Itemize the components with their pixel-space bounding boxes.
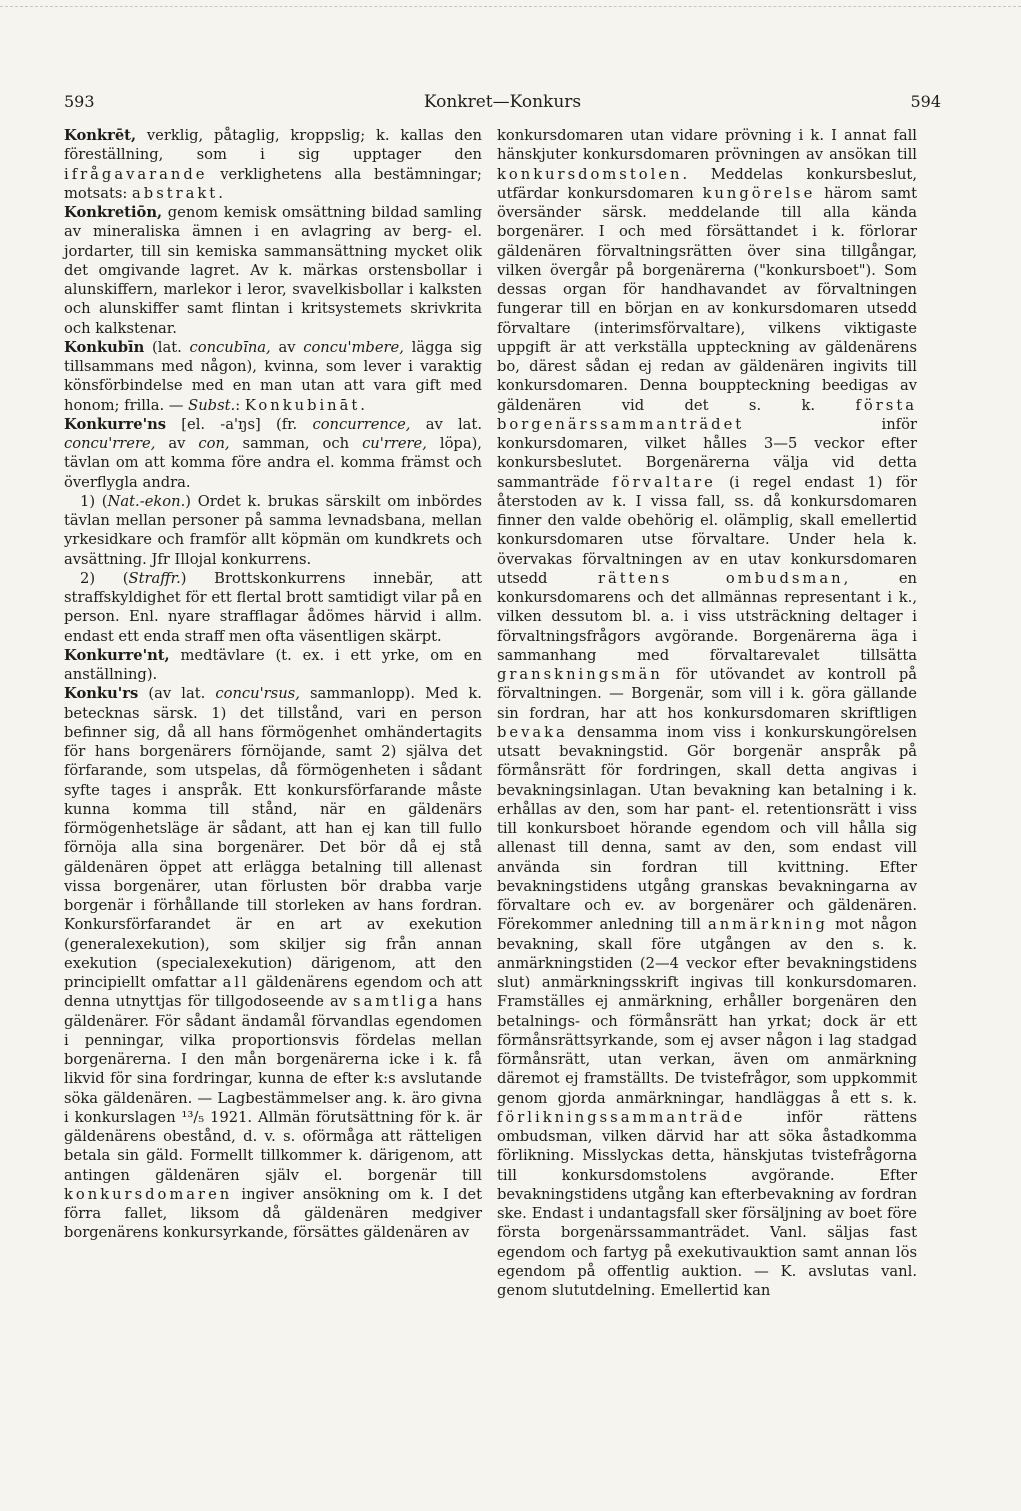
- entry-konkurs-continued: konkursdomaren utan vidare prövning i k. I annat fall hänskjuter konkursdomaren prövningen av ansökan till konkursdomstolen. Meddelas konkursbeslut, utfärdar konkursdomaren kungörelse härom samt översänder särsk. meddelande till alla kända borgenärer. I och med försättandet i k. förlorar gäldenären förvaltningsrätten över sina tillgångar, vilken övergår på borgenärerna ("konkursboet"). Som dessas organ för handhavandet av förvaltningen fungerar till en början en av konkursdomaren utsedd förvaltare (interimsförvaltare), vilkens viktigaste uppgift är att verkställa uppteckning av gäldenärens bo, därest sådan ej redan av gäldenären ingivits till konkursdomaren. Denna bouppteckning beedigas av gäldenären vid det s. k. första borgenärssammanträdet inför konkursdomaren, vilket hålles 3—5 veckor efter konkursbeslutet. Borgenärerna välja vid detta sammanträde förvaltare (i regel endast 1) för återstoden av k. I vissa fall, ss. då konkursdomaren finner den valde obehörig el. olämplig, skall emellertid konkursdomaren utse förvaltare. Under hela k. övervakas förvaltningen av en utav konkursdomaren utsedd rättens ombudsman, en konkursdomarens och det allmännas representant i k., vilken dessutom bl. a. i viss utsträckning deltager i förvaltningsfrågors avgörande. Borgenärerna äga i sammanhang med förvaltarevalet tillsätta granskningsmän för utövandet av kontroll på förvaltningen. — Borgenär, som vill i k. göra gällande sin fordran, har att hos konkursdomaren skriftligen bevaka densamma inom viss i konkurskungörelsen utsatt bevakningstid. Gör borgenär anspråk på förmånsrätt för fordringen, skall detta angivas i bevakningsinlagan. Utan bevakning kan betalning i k. erhållas av den, som har pant- el. retentionsrätt i viss till konkursboet hörande egendom och vill hålla sig allenast till denna, samt av den, som endast vill använda sin fordran till kvittning. Efter bevakningstidens utgång granskas bevakningarna av förvaltare och ev. av borgenärer och gäldenären. Förekommer anledning till anmärkning mot någon bevakning, skall före utgången av den s. k. anmärkningstiden (2—4 veckor efter bevakningstidens slut) anmärkningsskrift ingivas till konkursdomaren. Framställes ej anmärkning, erhåller borgenären den betalnings- och förmånsrätt han yrkat; dock är ett förmånsrättsyrkande, som ej avser någon i lag stadgad förmånsrätt, utan verkan, även om anmärkning däremot ej framställts. De tvistefrågor, som uppkommit genom gjorda anmärkningar, handläggas å ett s. k. förlikningssammanträde inför rättens ombudsman, vilken därvid har att söka åstadkomma förlikning. Misslyckas detta, hänskjutas tvistefrågorna till konkursdomstolens avgörande. Efter bevakningstidens utgång kan efterbevakning av fordran ske. Endast i undantagsfall sker försäljning av boet före första borgenärssammanträdet. Vanl. säljas fast egendom och fartyg på exekutivauktion samt annan lös egendom på offentlig auktion. — K. avslutas vanl. genom slututdelning. Emellertid kan: [497, 127, 917, 1299]
- headword: Konkubīn: [64, 338, 145, 356]
- entry-konkret: Konkrēt, verklig, påtaglig, kroppslig; k. kallas den föreställning, som i sig upptager den ifrågavarande verklighetens alla bestämningar; motsats: abstrakt.: [64, 127, 482, 202]
- page-number-left: 593: [64, 92, 95, 111]
- running-header: [64, 92, 941, 114]
- right-column: [497, 126, 917, 1300]
- entry-konkurrens: Konkurre'ns [el. -a'ŋs] (fr. concurrence, av lat. concu'rrere, av con, samman, och cu'rrere, löpa), tävlan om att komma före andra el. komma främst och överflygla andra.: [64, 415, 482, 491]
- headword: Konkurre'ns: [64, 415, 167, 433]
- entry-konkubin: Konkubīn (lat. concubīna, av concu'mbere, lägga sig tillsammans med någon), kvinna, som lever i varaktig könsförbindelse med en man utan att vara gift med honom; frilla. — Subst.: Konkubināt.: [64, 338, 482, 414]
- headword: Konkurre'nt,: [64, 646, 170, 664]
- headword: Konkretiōn,: [64, 204, 163, 221]
- konkurrens-sense-1: 1) (Nat.-ekon.) Ordet k. brukas särskilt om inbördes tävlan mellan personer på samma levnadsbana, mellan yrkesidkare och framför allt köpmän om kundkrets och avsättning. Jfr Illojal konkurrens.: [64, 492, 482, 568]
- page-number-right: 594: [910, 92, 941, 111]
- konkurrens-sense-2: 2) (Straffr.) Brottskonkurrens innebär, att straffskyldighet för ett flertal brott samtidigt vilar på en person. Enl. nyare strafflagar ådömes härvid i allm. endast ett enda straff men ofta väsentligen skärpt.: [64, 569, 482, 645]
- top-rule: [0, 6, 1021, 8]
- running-title: Konkret—Konkurs: [423, 92, 582, 112]
- left-column: [64, 126, 482, 1243]
- headword: Konku'rs: [64, 685, 139, 703]
- headword: Konkrēt,: [64, 127, 137, 144]
- entry-konkurrent: Konkurre'nt, medtävlare (t. ex. i ett yrke, om en anställning).: [64, 646, 482, 683]
- entry-konkretion: Konkretiōn, genom kemisk omsättning bildad samling av mineraliska ämnen i en avlagring av berg- el. jordarter, till sin kemiska sammansättning mycket olik det omgivande lagret. Av k. märkas orstensbollar i alunskiffern, marlekor i leror, svavelkisbollar i kalksten och alunskiffer samt flintan i kritsystemets skrivkrita och kalkstenar.: [64, 204, 482, 337]
- entry-konkurs: Konku'rs (av lat. concu'rsus, sammanlopp). Med k. betecknas särsk. 1) det tillstånd, vari en person befinner sig, då all hans förmögenhet omhändertagits för hans borgenärers förnöjande, samt 2) själva det förfarande, som utspelas, då förmögenheten i sådant syfte tages i anspråk. Ett konkursförfarande måste kunna komma till stånd, när en gäldenärs förmögenhetsläge är sådant, att han ej kan till fullo förnöja alla sina borgenärer. Det bör då ej stå gäldenären öppet att erlägga betalning till allenast vissa borgenärer, utan förlusten bör drabba varje borgenär i förhållande till storleken av hans fordran. Konkursförfarandet är en art av exekution (generalexekution), som skiljer sig från annan exekution (specialexekution) därigenom, att den principiellt omfattar all gäldenärens egendom och att denna utnyttjas för tillgodoseende av samtliga hans gäldenärer. För sådant ändamål förvandlas egendomen i penningar, vilka proportionsvis fördelas mellan borgenärerna. I den mån borgenärerna icke i k. få likvid för sina fordringar, kunna de efter k:s avslutande söka gäldenären. — Lagbestämmelser ang. k. äro givna i konkurslagen ¹³/₅ 1921. Allmän förutsättning för k. är gäldenärens obestånd, d. v. s. oförmåga att rätteligen betala sin gäld. Formellt tillkommer k. därigenom, att antingen gäldenären själv el. borgenär till konkursdomaren ingiver ansökning om k. I det förra fallet, liksom då gäldenären medgiver borgenärens konkursyrkande, försättes gäldenären av: [64, 685, 482, 1242]
